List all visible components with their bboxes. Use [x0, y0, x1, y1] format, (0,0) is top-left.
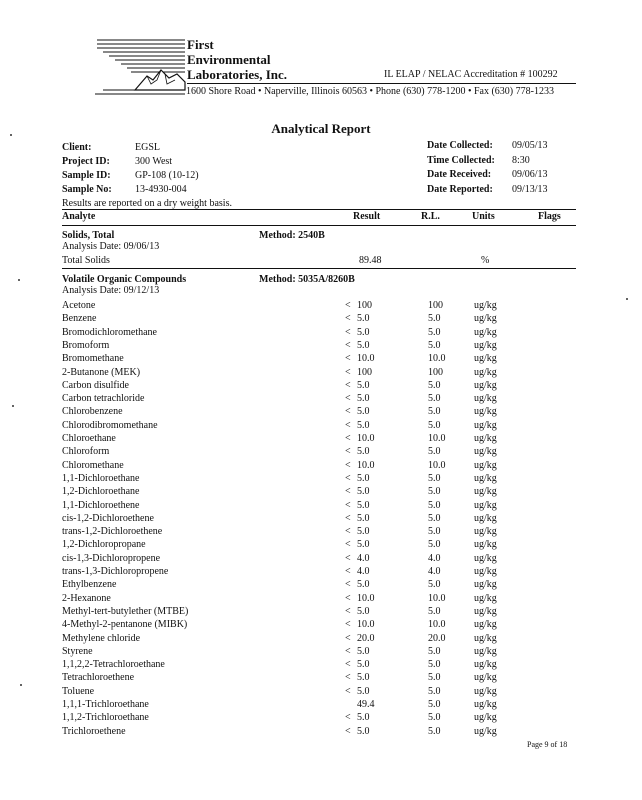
analyte-name: 1,2-Dichloropropane: [62, 539, 146, 551]
rl-value: 5.0: [428, 326, 441, 338]
table-row: [0, 486, 642, 499]
result-value: 5.0: [357, 499, 370, 511]
units-value: ug/kg: [474, 592, 497, 604]
scan-mark: [18, 279, 20, 281]
table-row: [0, 619, 642, 632]
analyte-name: Styrene: [62, 645, 93, 657]
rl-value: 5.0: [428, 313, 441, 325]
analyte-name: Methylene chloride: [62, 632, 141, 644]
result-value: 5.0: [357, 526, 370, 538]
time-collected-label: Time Collected:: [427, 155, 495, 166]
analyte-name: Tetrachloroethene: [62, 672, 135, 684]
rl-value: 5.0: [428, 672, 441, 684]
analyte-name: Acetone: [62, 300, 96, 311]
units-value: ug/kg: [474, 579, 497, 591]
result-value: 5.0: [357, 486, 370, 498]
table-row: [0, 686, 642, 699]
qualifier: <: [345, 300, 351, 311]
qualifier: <: [345, 632, 351, 644]
lab-name-line2: Environmental: [187, 52, 271, 67]
col-analyte: Analyte: [62, 211, 96, 222]
qualifier: <: [345, 685, 351, 697]
rl-value: 10.0: [428, 353, 446, 365]
result-value: 10.0: [357, 353, 375, 365]
table-row: [0, 433, 642, 446]
units-value: ug/kg: [474, 313, 497, 325]
rl-value: 5.0: [428, 712, 441, 724]
units-value: ug/kg: [474, 699, 497, 710]
units-value: ug/kg: [474, 619, 497, 631]
result-value: 5.0: [357, 339, 370, 351]
analyte-name: Methyl-tert-butylether (MTBE): [62, 605, 189, 617]
result-value: 10.0: [357, 433, 375, 444]
date-received-label: Date Received:: [427, 169, 492, 180]
scan-mark: [20, 684, 22, 686]
result-value: 5.0: [357, 446, 370, 458]
rl-value: 10.0: [428, 592, 446, 604]
units-value: ug/kg: [474, 433, 497, 444]
result-value: 5.0: [357, 605, 370, 617]
qualifier: <: [345, 579, 351, 591]
qualifier: <: [345, 619, 351, 631]
result-value: 5.0: [357, 685, 370, 697]
table-row: [0, 327, 642, 340]
solids-method: Method: 2540B: [259, 230, 325, 241]
analyte-name: Ethylbenzene: [62, 579, 117, 591]
analyte-name: 1,1,1-Trichloroethane: [62, 699, 149, 710]
table-row: [0, 539, 642, 552]
qualifier: <: [345, 313, 351, 325]
rl-value: 5.0: [428, 526, 441, 538]
col-result: Result: [353, 211, 381, 222]
result-value: 5.0: [357, 725, 370, 737]
rl-value: 5.0: [428, 446, 441, 458]
units-value: ug/kg: [474, 339, 497, 351]
qualifier: <: [345, 393, 351, 405]
voc-section-title: Volatile Organic Compounds: [62, 274, 187, 285]
voc-analysis-date: Analysis Date: 09/12/13: [62, 285, 160, 296]
solids-section-title: Solids, Total: [62, 230, 115, 241]
analyte-name: trans-1,2-Dichloroethene: [62, 526, 163, 538]
analyte-name: Benzene: [62, 313, 97, 325]
rl-value: 5.0: [428, 605, 441, 617]
units-value: ug/kg: [474, 685, 497, 697]
table-row: [0, 566, 642, 579]
date-collected-label: Date Collected:: [427, 140, 493, 151]
analyte-name: Chloromethane: [62, 459, 124, 471]
rl-value: 5.0: [428, 486, 441, 498]
rl-value: 100: [428, 300, 443, 311]
qualifier: <: [345, 353, 351, 365]
table-row: [0, 300, 642, 313]
rule-top: [62, 209, 576, 210]
rl-value: 5.0: [428, 379, 441, 391]
analyte-name: 1,1-Dichloroethene: [62, 499, 140, 511]
time-collected-value: 8:30: [512, 155, 530, 166]
table-row: [0, 726, 642, 739]
rl-value: 5.0: [428, 699, 441, 710]
units-value: ug/kg: [474, 393, 497, 405]
table-row: [0, 526, 642, 539]
analyte-name: 1,1,2-Trichloroethane: [62, 712, 149, 724]
result-value: 5.0: [357, 472, 370, 484]
table-row: [0, 593, 642, 606]
rl-value: 5.0: [428, 472, 441, 484]
col-flags: Flags: [538, 211, 561, 222]
voc-method: Method: 5035A/8260B: [259, 274, 355, 285]
basis-note: Results are reported on a dry weight basis.: [62, 198, 232, 209]
col-rl: R.L.: [421, 211, 440, 222]
table-row: [0, 659, 642, 672]
units-value: ug/kg: [474, 486, 497, 498]
table-row: [0, 353, 642, 366]
qualifier: <: [345, 645, 351, 657]
table-row: [0, 473, 642, 486]
scan-mark: [626, 298, 628, 300]
qualifier: <: [345, 326, 351, 338]
table-row: [0, 393, 642, 406]
page-number: Page 9 of 18: [527, 740, 568, 749]
table-row: [0, 313, 642, 326]
table-row: [0, 255, 642, 268]
sample-id-label: Sample ID:: [62, 170, 111, 181]
qualifier: <: [345, 659, 351, 671]
analyte-name: cis-1,3-Dichloropropene: [62, 552, 161, 564]
qualifier: <: [345, 472, 351, 484]
result-value: 5.0: [357, 406, 370, 418]
table-row: [0, 633, 642, 646]
rule-section: [62, 268, 576, 269]
units-value: ug/kg: [474, 419, 497, 431]
rl-value: 5.0: [428, 645, 441, 657]
analyte-name: Toluene: [62, 685, 95, 697]
analyte-name: Bromomethane: [62, 353, 124, 365]
units-value: ug/kg: [474, 366, 497, 378]
col-units: Units: [472, 211, 495, 222]
qualifier: <: [345, 592, 351, 604]
qualifier: <: [345, 725, 351, 737]
units-value: ug/kg: [474, 446, 497, 458]
rl-value: 100: [428, 366, 443, 378]
rl-value: 5.0: [428, 512, 441, 524]
rl-value: 5.0: [428, 339, 441, 351]
analyte-name: cis-1,2-Dichloroethene: [62, 512, 154, 524]
result-value: 10.0: [357, 592, 375, 604]
analyte-name: Total Solids: [62, 255, 110, 266]
rl-value: 5.0: [428, 685, 441, 697]
qualifier: <: [345, 379, 351, 391]
analyte-name: 2-Butanone (MEK): [62, 366, 141, 378]
units-value: ug/kg: [474, 672, 497, 684]
table-row: [0, 513, 642, 526]
analyte-name: 1,2-Dichloroethane: [62, 486, 140, 498]
table-row: [0, 672, 642, 685]
project-label: Project ID:: [62, 156, 110, 167]
lab-address: 1600 Shore Road • Naperville, Illinois 60563 • Phone (630) 778-1200 • Fax (630) 778-1233: [186, 86, 554, 97]
project-value: 300 West: [135, 156, 173, 167]
units-value: ug/kg: [474, 459, 497, 471]
table-row: [0, 380, 642, 393]
units-value: ug/kg: [474, 379, 497, 391]
table-row: [0, 606, 642, 619]
date-received-value: 09/06/13: [512, 169, 548, 180]
table-row: [0, 646, 642, 659]
result-value: 5.0: [357, 645, 370, 657]
qualifier: <: [345, 526, 351, 538]
table-row: [0, 367, 642, 380]
analyte-name: Chlorodibromomethane: [62, 419, 158, 431]
result-value: 10.0: [357, 619, 375, 631]
table-row: [0, 712, 642, 725]
qualifier: <: [345, 605, 351, 617]
result-value: 5.0: [357, 379, 370, 391]
result-value: 5.0: [357, 712, 370, 724]
result-value: 5.0: [357, 393, 370, 405]
accreditation: IL ELAP / NELAC Accreditation # 100292: [384, 69, 558, 80]
units-value: ug/kg: [474, 512, 497, 524]
units-value: ug/kg: [474, 605, 497, 617]
result-value: 4.0: [357, 566, 370, 577]
lab-logo: [95, 36, 187, 96]
sample-id-value: GP-108 (10-12): [135, 170, 199, 181]
lab-name-line3: Laboratories, Inc.: [187, 67, 288, 82]
table-row: [0, 553, 642, 566]
rl-value: 4.0: [428, 552, 441, 564]
units-value: ug/kg: [474, 632, 497, 644]
analyte-name: Bromoform: [62, 339, 110, 351]
report-title: Analytical Report: [271, 121, 371, 136]
client-label: Client:: [62, 142, 92, 153]
analyte-name: 1,1-Dichloroethane: [62, 472, 140, 484]
result-value: 20.0: [357, 632, 375, 644]
qualifier: <: [345, 672, 351, 684]
units-value: ug/kg: [474, 725, 497, 737]
table-row: [0, 500, 642, 513]
qualifier: <: [345, 552, 351, 564]
qualifier: <: [345, 339, 351, 351]
qualifier: <: [345, 419, 351, 431]
result-value: 5.0: [357, 539, 370, 551]
rl-value: 10.0: [428, 433, 446, 444]
rl-value: 5.0: [428, 725, 441, 737]
rl-value: 5.0: [428, 659, 441, 671]
rl-value: 5.0: [428, 393, 441, 405]
rl-value: 5.0: [428, 419, 441, 431]
analyte-name: Carbon tetrachloride: [62, 393, 145, 405]
rl-value: 10.0: [428, 459, 446, 471]
solids-analysis-date: Analysis Date: 09/06/13: [62, 241, 160, 252]
scan-mark: [10, 134, 12, 136]
units-value: ug/kg: [474, 659, 497, 671]
rl-value: 20.0: [428, 632, 446, 644]
result-value: 5.0: [357, 672, 370, 684]
sample-no-value: 13-4930-004: [135, 184, 187, 195]
result-value: 5.0: [357, 512, 370, 524]
analyte-name: 1,1,2,2-Tetrachloroethane: [62, 659, 165, 671]
qualifier: <: [345, 433, 351, 444]
sample-no-label: Sample No:: [62, 184, 112, 195]
date-reported-label: Date Reported:: [427, 184, 493, 195]
qualifier: <: [345, 366, 351, 378]
units-value: ug/kg: [474, 539, 497, 551]
header-rule: [187, 83, 576, 84]
qualifier: <: [345, 459, 351, 471]
rl-value: 5.0: [428, 499, 441, 511]
analyte-name: Chlorobenzene: [62, 406, 123, 418]
table-row: [0, 446, 642, 459]
table-row: [0, 340, 642, 353]
units-value: ug/kg: [474, 526, 497, 538]
analyte-name: 4-Methyl-2-pentanone (MIBK): [62, 619, 188, 631]
qualifier: <: [345, 566, 351, 577]
qualifier: <: [345, 712, 351, 724]
scan-mark: [12, 405, 14, 407]
result-value: 5.0: [357, 579, 370, 591]
result-value: 100: [357, 366, 372, 378]
table-row: [0, 460, 642, 473]
rl-value: 5.0: [428, 406, 441, 418]
table-row: [0, 420, 642, 433]
result-value: 89.48: [359, 255, 382, 266]
units-value: ug/kg: [474, 552, 497, 564]
analyte-name: Carbon disulfide: [62, 379, 129, 391]
result-value: 4.0: [357, 552, 370, 564]
units-value: ug/kg: [474, 712, 497, 724]
rule-header: [62, 225, 576, 226]
rl-value: 10.0: [428, 619, 446, 631]
client-value: EGSL: [135, 142, 160, 153]
analyte-name: Bromodichloromethane: [62, 326, 157, 338]
date-collected-value: 09/05/13: [512, 140, 548, 151]
date-reported-value: 09/13/13: [512, 184, 548, 195]
analyte-name: Chloroform: [62, 446, 110, 458]
units-value: ug/kg: [474, 472, 497, 484]
table-row: [0, 406, 642, 419]
units-value: ug/kg: [474, 300, 497, 311]
qualifier: <: [345, 446, 351, 458]
table-row: [0, 579, 642, 592]
result-value: 5.0: [357, 313, 370, 325]
qualifier: <: [345, 486, 351, 498]
units-value: ug/kg: [474, 353, 497, 365]
analyte-name: 2-Hexanone: [62, 592, 111, 604]
units-value: ug/kg: [474, 645, 497, 657]
analyte-name: Trichloroethene: [62, 725, 126, 737]
units-value: %: [481, 255, 490, 266]
units-value: ug/kg: [474, 499, 497, 511]
rl-value: 5.0: [428, 539, 441, 551]
qualifier: <: [345, 539, 351, 551]
qualifier: <: [345, 512, 351, 524]
result-value: 100: [357, 300, 372, 311]
result-value: 5.0: [357, 326, 370, 338]
analyte-name: Chloroethane: [62, 433, 116, 444]
rl-value: 4.0: [428, 566, 441, 577]
lab-name-line1: First: [187, 37, 214, 52]
result-value: 5.0: [357, 419, 370, 431]
units-value: ug/kg: [474, 406, 497, 418]
result-value: 5.0: [357, 659, 370, 671]
result-value: 49.4: [357, 699, 375, 710]
units-value: ug/kg: [474, 326, 497, 338]
table-row: [0, 699, 642, 712]
rl-value: 5.0: [428, 579, 441, 591]
analyte-name: trans-1,3-Dichloropropene: [62, 566, 169, 577]
qualifier: <: [345, 499, 351, 511]
units-value: ug/kg: [474, 566, 497, 577]
result-value: 10.0: [357, 459, 375, 471]
qualifier: <: [345, 406, 351, 418]
